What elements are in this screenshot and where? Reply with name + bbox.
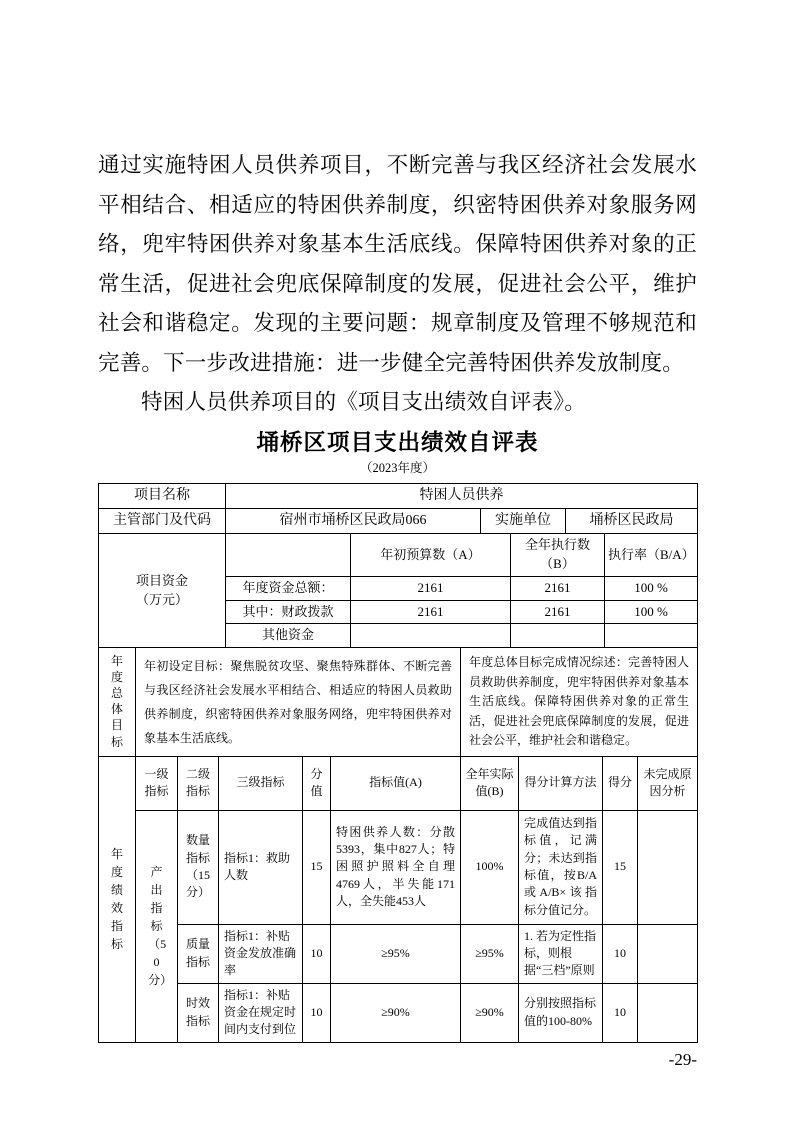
table-row (99, 924, 698, 983)
points-value: 15 (303, 810, 331, 924)
level2-quantity: 数量指标（15分） (178, 810, 219, 924)
intro-paragraph-2: 特困人员供养项目的《项目支出绩效自评表》。 (141, 390, 586, 414)
reason-value (638, 810, 698, 924)
table-row (99, 810, 698, 924)
funds-row-fiscal-label: 其中：财政拨款 (226, 600, 351, 624)
table-title: 埇桥区项目支出绩效自评表 (256, 429, 539, 455)
table-row (99, 483, 698, 508)
funds-row-fiscal-rate: 100 % (605, 600, 698, 624)
table-row (99, 648, 698, 756)
funds-row-other-budget (351, 624, 511, 648)
col-score: 得分 (603, 756, 638, 810)
funds-row-total-budget: 2161 (351, 576, 511, 600)
funds-row-total-exec: 2161 (511, 576, 605, 600)
funds-col-rate: 执行率（B/A） (605, 534, 698, 577)
project-name-label: 项目名称 (99, 483, 226, 508)
score-method: 分别按照指标值的100-80% (519, 983, 603, 1042)
score-method: 完成值达到指标值，记满分；未达到指标值，按B/A或A/B×该指标分值记分。 (519, 810, 603, 924)
score-value: 10 (603, 983, 638, 1042)
points-value: 10 (303, 924, 331, 983)
reason-value (638, 983, 698, 1042)
annual-goal-table (98, 647, 698, 756)
intro-paragraph-1: 通过实施特困人员供养项目，不断完善与我区经济社会发展水平相结合、相适应的特困供养制度，织密特困供养对象服务网络，兜牢特困供养对象基本生活底线。保障特困供养对象的正常生活，促进社会兜底保障制度的发展，促进社会公平，维护社会和谐稳定。发现的主要问题：规章制度及管理不够规范和完善。下一步改进措施：进一步健全完善特困供养发放制度。 (98, 153, 697, 375)
funds-row-other-label: 其他资金 (226, 624, 351, 648)
impl-unit-value: 埇桥区民政局 (566, 508, 698, 533)
funds-section-label: 项目资金（万元） (99, 534, 226, 648)
project-name-value: 特困人员供养 (226, 483, 698, 508)
level3-indicator: 指标1：补贴资金发放准确率 (219, 924, 303, 983)
performance-section-label: 年度绩效指标 (99, 756, 136, 1042)
annual-goal-summary: 年度总体目标完成情况综述：完善特困人员救助供养制度，兜牢特困供养对象基本生活底线。保障特困供养对象的正常生活，促进社会兜底保障制度的发展，促进社会公平，维护社会和谐稳定。 (461, 648, 698, 756)
col-level3: 三级指标 (219, 756, 303, 810)
level2-timeliness: 时效指标 (178, 983, 219, 1042)
table-row (99, 508, 698, 533)
page-content (98, 146, 697, 1071)
actual-value: ≥90% (461, 983, 519, 1042)
funds-col-budget: 年初预算数（A） (351, 534, 511, 577)
col-level1: 一级指标 (136, 756, 178, 810)
level3-indicator: 指标1：补贴资金在规定时间内支付到位 (219, 983, 303, 1042)
level1-output-indicator: 产出指标（50分） (136, 810, 178, 1042)
reason-value (638, 924, 698, 983)
annual-goal-planned: 年初设定目标：聚焦脱贫攻坚、聚焦特殊群体、不断完善与我区经济社会发展水平相结合、相适应的特困人员救助供养制度，织密特困供养对象服务网络，兜牢特困供养对象基本生活底线。 (136, 648, 461, 756)
funds-row-other-rate (605, 624, 698, 648)
score-method: 1. 若为定性指标，则根据“三档”原则 (519, 924, 603, 983)
col-points: 分值 (303, 756, 331, 810)
funds-row-total-label: 年度资金总额： (226, 576, 351, 600)
level3-indicator: 指标1：救助人数 (219, 810, 303, 924)
actual-value: 100% (461, 810, 519, 924)
impl-unit-label: 实施单位 (481, 508, 566, 533)
level2-quality: 质量指标 (178, 924, 219, 983)
table-row (99, 534, 698, 577)
actual-value: ≥95% (461, 924, 519, 983)
col-level2: 二级指标 (178, 756, 219, 810)
annual-goal-header: 年度总体目标 (99, 648, 136, 756)
col-actual-value: 全年实际值(B) (461, 756, 519, 810)
funds-row-other-exec (511, 624, 605, 648)
funds-col-exec: 全年执行数（B） (511, 534, 605, 577)
table-subtitle: （2023年度） (359, 460, 435, 475)
points-value: 10 (303, 983, 331, 1042)
basic-info-table (98, 483, 698, 535)
target-value: ≥95% (331, 924, 461, 983)
target-value: 特困供养人数：分散5393，集中827人；特困照护照料全自理4769人，半失能171人，全失能453人 (331, 810, 461, 924)
funds-empty-header-cell (226, 534, 351, 577)
funds-row-fiscal-budget: 2161 (351, 600, 511, 624)
dept-code-label: 主管部门及代码 (99, 508, 226, 533)
col-reason: 未完成原因分析 (638, 756, 698, 810)
score-value: 10 (603, 924, 638, 983)
dept-code-value: 宿州市埇桥区民政局066 (226, 508, 481, 533)
table-row (99, 983, 698, 1042)
col-score-method: 得分计算方法 (519, 756, 603, 810)
col-target-value: 指标值(A) (331, 756, 461, 810)
funds-row-total-rate: 100 % (605, 576, 698, 600)
score-value: 15 (603, 810, 638, 924)
table-header-row (99, 756, 698, 810)
page-number: -29- (668, 1049, 697, 1069)
funds-table (98, 533, 698, 648)
target-value: ≥90% (331, 983, 461, 1042)
performance-table (98, 756, 698, 1043)
funds-row-fiscal-exec: 2161 (511, 600, 605, 624)
